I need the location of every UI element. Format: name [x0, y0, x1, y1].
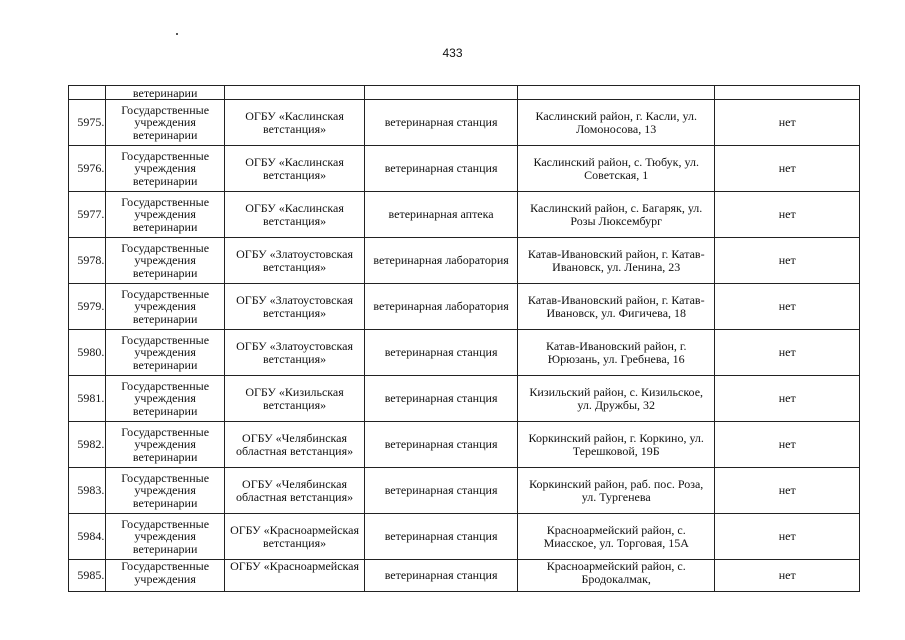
cell-organization: ОГБУ «Челябинская областная ветстанция» — [224, 422, 364, 468]
cell-number: 5977. — [69, 192, 106, 238]
cell-number: 5983. — [69, 468, 106, 514]
cell-value: нет — [715, 514, 860, 560]
cell-value: нет — [715, 146, 860, 192]
cell-organization: ОГБУ «Каслинская ветстанция» — [224, 192, 364, 238]
cell-organization: ОГБУ «Красноармейская ветстанция» — [224, 514, 364, 560]
cell-value: нет — [715, 192, 860, 238]
table-row — [69, 468, 860, 514]
cell-facility-kind: ветеринарная станция — [365, 560, 518, 592]
cell-facility-kind: ветеринарная аптека — [365, 192, 518, 238]
table-row-partial — [69, 560, 860, 592]
cell-organization: ОГБУ «Каслинская ветстанция» — [224, 146, 364, 192]
cell-organization: ОГБУ «Красноармейская — [224, 560, 364, 592]
cell-institution-type: Государственные учреждения ветеринарии — [106, 238, 224, 284]
cell-institution-type: Государственные учреждения ветеринарии — [106, 192, 224, 238]
cell-value — [715, 86, 860, 100]
table-row — [69, 100, 860, 146]
cell-address: Красноармейский район, с. Миасское, ул. Торговая, 15А — [517, 514, 714, 560]
table-row — [69, 238, 860, 284]
cell-facility-kind — [365, 86, 518, 100]
table-row — [69, 330, 860, 376]
cell-address: Катав-Ивановский район, г. Катав-Ивановск, ул. Ленина, 23 — [517, 238, 714, 284]
cell-value: нет — [715, 560, 860, 592]
cell-address: Каслинский район, с. Багаряк, ул. Розы Люксембург — [517, 192, 714, 238]
cell-organization: ОГБУ «Златоустовская ветстанция» — [224, 330, 364, 376]
table-row-continuation — [69, 86, 860, 100]
cell-facility-kind: ветеринарная станция — [365, 422, 518, 468]
cell-institution-type: Государственные учреждения ветеринарии — [106, 468, 224, 514]
cell-organization: ОГБУ «Кизильская ветстанция» — [224, 376, 364, 422]
cell-institution-type: Государственные учреждения ветеринарии — [106, 100, 224, 146]
cell-address: Катав-Ивановский район, г. Катав-Ивановск, ул. Фигичева, 18 — [517, 284, 714, 330]
cell-facility-kind: ветеринарная станция — [365, 100, 518, 146]
table-row — [69, 146, 860, 192]
table-row — [69, 422, 860, 468]
cell-facility-kind: ветеринарная станция — [365, 514, 518, 560]
cell-facility-kind: ветеринарная станция — [365, 146, 518, 192]
cell-institution-type: Государственные учреждения ветеринарии — [106, 422, 224, 468]
table-row — [69, 514, 860, 560]
cell-number: 5976. — [69, 146, 106, 192]
cell-number: 5975. — [69, 100, 106, 146]
cell-value: нет — [715, 330, 860, 376]
cell-number — [69, 86, 106, 100]
cell-number: 5978. — [69, 238, 106, 284]
cell-organization: ОГБУ «Златоустовская ветстанция» — [224, 238, 364, 284]
cell-institution-type: Государственные учреждения ветеринарии — [106, 330, 224, 376]
cell-value: нет — [715, 376, 860, 422]
cell-organization — [224, 86, 364, 100]
registry-table — [68, 85, 860, 592]
cell-number: 5984. — [69, 514, 106, 560]
cell-institution-type: ветеринарии — [106, 86, 224, 100]
cell-facility-kind: ветеринарная станция — [365, 330, 518, 376]
cell-address: Каслинский район, с. Тюбук, ул. Советская, 1 — [517, 146, 714, 192]
cell-number: 5982. — [69, 422, 106, 468]
cell-institution-type: Государственные учреждения — [106, 560, 224, 592]
table-row — [69, 192, 860, 238]
cell-organization: ОГБУ «Каслинская ветстанция» — [224, 100, 364, 146]
cell-number: 5981. — [69, 376, 106, 422]
cell-address: Красноармейский район, с. Бродокалмак, — [517, 560, 714, 592]
cell-address: Каслинский район, г. Касли, ул. Ломоносова, 13 — [517, 100, 714, 146]
cell-address: Коркинский район, раб. пос. Роза, ул. Тургенева — [517, 468, 714, 514]
cell-institution-type: Государственные учреждения ветеринарии — [106, 284, 224, 330]
cell-number: 5980. — [69, 330, 106, 376]
cell-address: Кизильский район, с. Кизильское, ул. Дружбы, 32 — [517, 376, 714, 422]
table-row — [69, 284, 860, 330]
cell-facility-kind: ветеринарная станция — [365, 468, 518, 514]
cell-value: нет — [715, 284, 860, 330]
cell-number: 5985. — [69, 560, 106, 592]
cell-address: Катав-Ивановский район, г. Юрюзань, ул. Гребнева, 16 — [517, 330, 714, 376]
cell-value: нет — [715, 100, 860, 146]
page-number: 433 — [442, 46, 463, 60]
table-row — [69, 376, 860, 422]
cell-institution-type: Государственные учреждения ветеринарии — [106, 376, 224, 422]
cell-value: нет — [715, 468, 860, 514]
cell-facility-kind: ветеринарная лаборатория — [365, 284, 518, 330]
cell-number: 5979. — [69, 284, 106, 330]
cell-facility-kind: ветеринарная станция — [365, 376, 518, 422]
scan-speck — [176, 33, 178, 35]
cell-value: нет — [715, 238, 860, 284]
cell-organization: ОГБУ «Челябинская областная ветстанция» — [224, 468, 364, 514]
cell-value: нет — [715, 422, 860, 468]
cell-facility-kind: ветеринарная лаборатория — [365, 238, 518, 284]
cell-institution-type: Государственные учреждения ветеринарии — [106, 514, 224, 560]
cell-institution-type: Государственные учреждения ветеринарии — [106, 146, 224, 192]
cell-organization: ОГБУ «Златоустовская ветстанция» — [224, 284, 364, 330]
cell-address: Коркинский район, г. Коркино, ул. Терешковой, 19Б — [517, 422, 714, 468]
cell-address — [517, 86, 714, 100]
